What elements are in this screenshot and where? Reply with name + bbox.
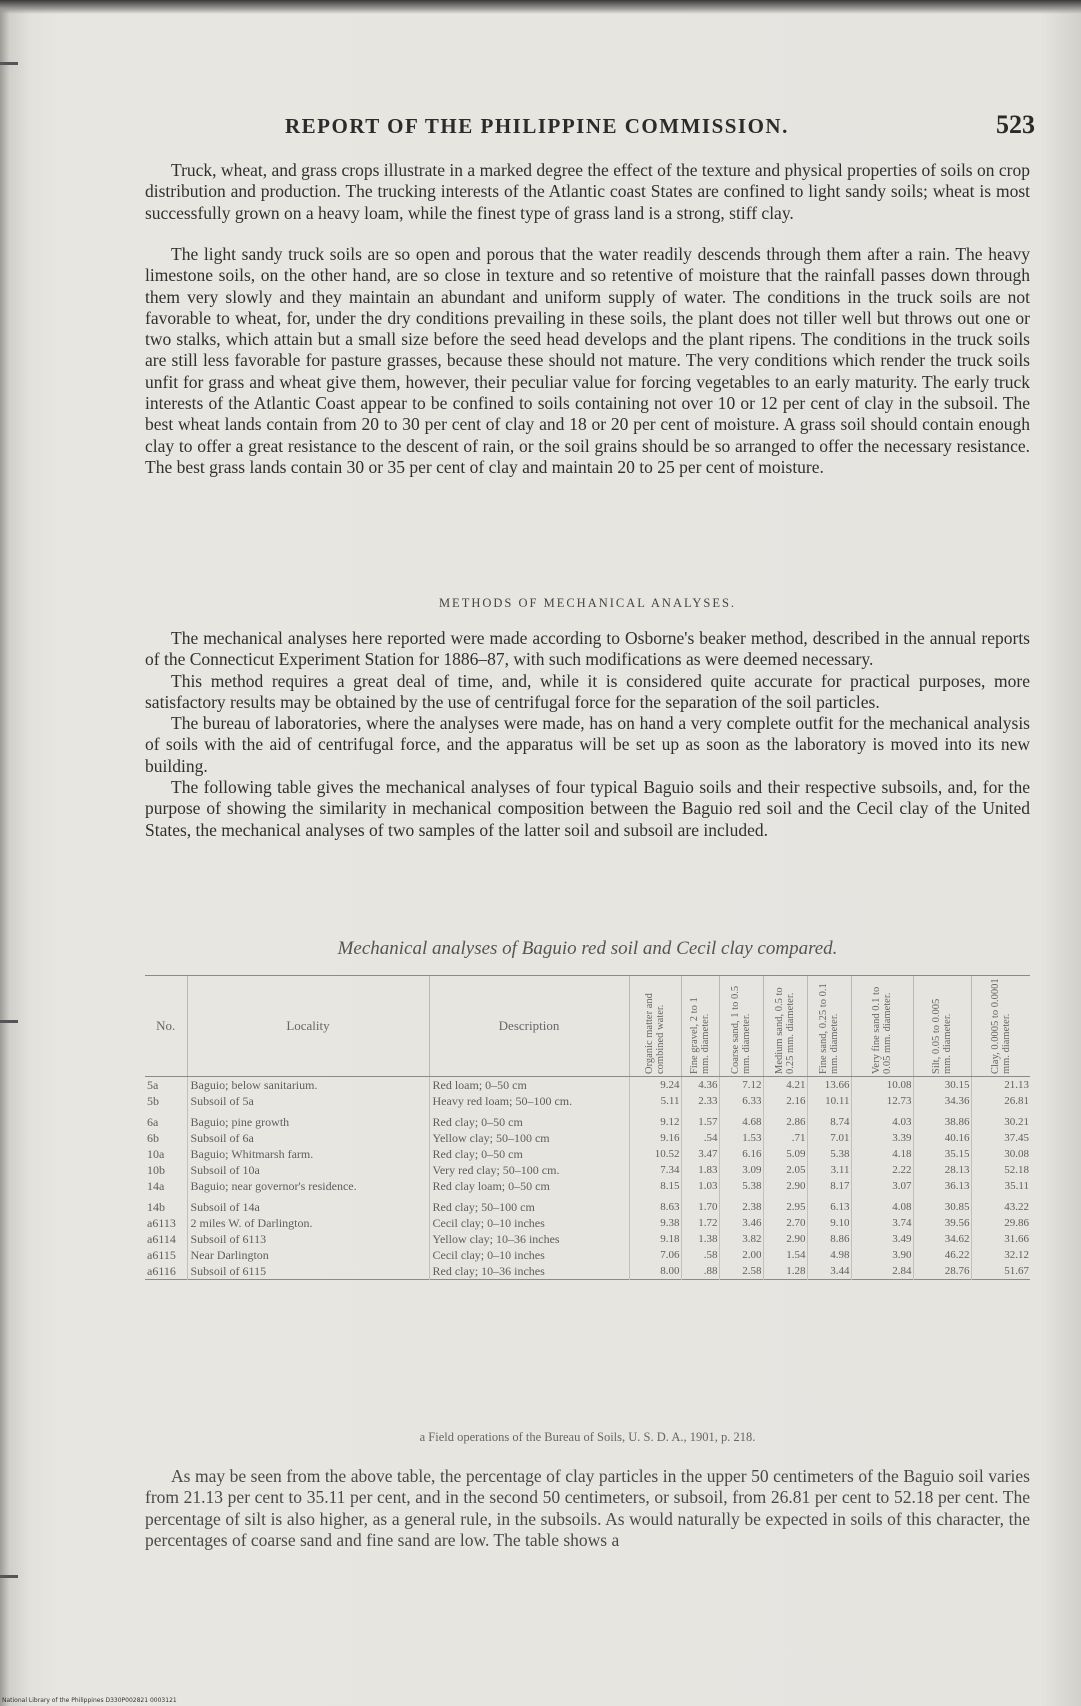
table-cell: Subsoil of 10a [187, 1162, 429, 1178]
paragraph: The bureau of laboratories, where the analyses were made, has on hand a very complete outfit for the mechanical analysis of soils with the aid of centrifugal force, and the apparatus will be set up as soon as the laboratory is moved into its new building. [145, 713, 1030, 776]
soil-paragraph [145, 244, 1030, 478]
binding-shadow [0, 0, 10, 1706]
table-cell: Baguio; below sanitarium. [187, 1077, 429, 1094]
table-cell: .58 [681, 1247, 719, 1263]
table-cell: 4.03 [851, 1109, 913, 1130]
table-cell: 3.90 [851, 1247, 913, 1263]
table-cell: 2.58 [719, 1263, 763, 1280]
table-cell: .54 [681, 1130, 719, 1146]
table-cell: 13.66 [807, 1077, 851, 1094]
table-row [145, 1178, 1030, 1194]
table-cell: 2 miles W. of Darlington. [187, 1215, 429, 1231]
table-cell: 8.74 [807, 1109, 851, 1130]
table-cell: 9.10 [807, 1215, 851, 1231]
table-cell: 4.98 [807, 1247, 851, 1263]
table-cell: 10.52 [629, 1146, 681, 1162]
table-cell: 4.08 [851, 1194, 913, 1215]
table-cell: 40.16 [913, 1130, 971, 1146]
table-cell: 8.86 [807, 1231, 851, 1247]
table-cell: 9.12 [629, 1109, 681, 1130]
table-cell: 3.46 [719, 1215, 763, 1231]
table-cell: 2.33 [681, 1093, 719, 1109]
table-cell: 6b [147, 1131, 159, 1145]
table-cell: 35.15 [913, 1146, 971, 1162]
table-row [145, 1215, 1030, 1231]
table-cell: Subsoil of 6115 [187, 1263, 429, 1280]
table-cell: 30.08 [971, 1146, 1030, 1162]
table-cell: 5.11 [629, 1093, 681, 1109]
table-cell: 2.84 [851, 1263, 913, 1280]
table-cell: 10a [147, 1147, 165, 1161]
col-header: Very fine sand 0.1 to 0.05 mm. diameter. [851, 976, 913, 1077]
table-cell: 14b [147, 1200, 165, 1214]
table-cell: 4.68 [719, 1109, 763, 1130]
col-header: Silt, 0.05 to 0.005 mm. diameter. [913, 976, 971, 1077]
table-cell: 3.74 [851, 1215, 913, 1231]
table-cell: Red clay; 10–36 inches [429, 1263, 629, 1280]
table-cell: 1.70 [681, 1194, 719, 1215]
table-header-row [145, 976, 1030, 1077]
table-row [145, 1263, 1030, 1280]
table-cell: 51.67 [971, 1263, 1030, 1280]
table-cell: 8.15 [629, 1178, 681, 1194]
table-cell: 43.22 [971, 1194, 1030, 1215]
table-cell: Baguio; Whitmarsh farm. [187, 1146, 429, 1162]
table-cell: 30.21 [971, 1109, 1030, 1130]
table-cell: .71 [763, 1130, 807, 1146]
running-head: REPORT OF THE PHILIPPINE COMMISSION. [285, 114, 789, 138]
table-cell: 2.00 [719, 1247, 763, 1263]
table-cell: 3.49 [851, 1231, 913, 1247]
table-row [145, 1231, 1030, 1247]
table-cell: 7.12 [719, 1077, 763, 1094]
table-cell: 30.15 [913, 1077, 971, 1094]
table-cell: 3.82 [719, 1231, 763, 1247]
table-row [145, 1194, 1030, 1215]
page-header [285, 108, 1045, 148]
col-header: No. [145, 976, 187, 1077]
col-header: Coarse sand, 1 to 0.5 mm. diameter. [719, 976, 763, 1077]
table-cell: a6114 [147, 1232, 176, 1246]
col-header: Clay, 0.0005 to 0.0001 mm. diameter. [971, 976, 1030, 1077]
table-body [145, 1077, 1030, 1280]
table-cell: Subsoil of 5a [187, 1093, 429, 1109]
table-cell: 31.66 [971, 1231, 1030, 1247]
table-cell: 5.38 [807, 1146, 851, 1162]
table-cell: 3.47 [681, 1146, 719, 1162]
table-cell: 4.36 [681, 1077, 719, 1094]
col-header: Organic matter and combined water. [629, 976, 681, 1077]
table-cell: 46.22 [913, 1247, 971, 1263]
table-cell: 14a [147, 1179, 165, 1193]
table-cell: 2.70 [763, 1215, 807, 1231]
table-cell: 1.57 [681, 1109, 719, 1130]
table-cell: Very red clay; 50–100 cm. [429, 1162, 629, 1178]
paragraph: As may be seen from the above table, the percentage of clay particles in the upper 50 centimeters of the Baguio soil varies from 21.13 per cent to 35.11 per cent, and in the second 50 centimeters, or subsoil, from 26.81 per cent to 52.18 per cent. The percentage of silt is also higher, as a general rule, in the subsoils. As would naturally be expected in soils of this character, the percentages of coarse sand and fine sand are low. The table shows a [145, 1466, 1030, 1550]
table-row [145, 1146, 1030, 1162]
archive-stamp: National Library of the Philippines D330P002821 0003121 [2, 1697, 177, 1704]
table-cell: a6116 [147, 1264, 176, 1278]
table-cell: 7.34 [629, 1162, 681, 1178]
table-cell: 1.03 [681, 1178, 719, 1194]
analysis-table [145, 975, 1030, 1280]
table-cell: 2.90 [763, 1178, 807, 1194]
table-cell: 10.11 [807, 1093, 851, 1109]
table-cell: 2.16 [763, 1093, 807, 1109]
table-cell: 5a [147, 1078, 159, 1092]
table-cell: Red loam; 0–50 cm [429, 1077, 629, 1094]
table-cell: a6113 [147, 1216, 176, 1230]
table-cell: 8.63 [629, 1194, 681, 1215]
table-cell: 8.00 [629, 1263, 681, 1280]
table-row [145, 1162, 1030, 1178]
table-cell: 1.53 [719, 1130, 763, 1146]
table-cell: 4.21 [763, 1077, 807, 1094]
analysis-table-wrap [145, 975, 1030, 1365]
table-cell: 10b [147, 1163, 165, 1177]
table-cell: 3.09 [719, 1162, 763, 1178]
table-cell: 29.86 [971, 1215, 1030, 1231]
table-cell: 7.06 [629, 1247, 681, 1263]
paragraph: Truck, wheat, and grass crops illustrate in a marked degree the effect of the texture and physical properties of soils on crop distribution and production. The trucking interests of the Atlantic coast States are confined to light sandy soils; wheat is most successfully grown on a heavy loam, while the finest type of grass land is a strong, stiff clay. [145, 160, 1030, 223]
margin-mark [0, 62, 18, 65]
table-cell: 8.17 [807, 1178, 851, 1194]
table-cell: Baguio; pine growth [187, 1109, 429, 1130]
table-cell: 30.85 [913, 1194, 971, 1215]
table-row [145, 1093, 1030, 1109]
table-cell: 32.12 [971, 1247, 1030, 1263]
table-cell: Baguio; near governor's residence. [187, 1178, 429, 1194]
table-cell: 2.38 [719, 1194, 763, 1215]
col-header: Fine gravel, 2 to 1 mm. diameter. [681, 976, 719, 1077]
table-cell: 5.38 [719, 1178, 763, 1194]
table-cell: Red clay loam; 0–50 cm [429, 1178, 629, 1194]
table-cell: Cecil clay; 0–10 inches [429, 1215, 629, 1231]
table-cell: Red clay; 0–50 cm [429, 1109, 629, 1130]
table-cell: Yellow clay; 50–100 cm [429, 1130, 629, 1146]
col-header: Fine sand, 0.25 to 0.1 mm. diameter. [807, 976, 851, 1077]
table-cell: 1.28 [763, 1263, 807, 1280]
table-cell: Near Darlington [187, 1247, 429, 1263]
table-cell: 3.07 [851, 1178, 913, 1194]
table-cell: 3.11 [807, 1162, 851, 1178]
section-heading: METHODS OF MECHANICAL ANALYSES. [438, 596, 737, 610]
table-cell: 7.01 [807, 1130, 851, 1146]
table-cell: 26.81 [971, 1093, 1030, 1109]
table-cell: 6a [147, 1115, 159, 1129]
table-cell: Yellow clay; 10–36 inches [429, 1231, 629, 1247]
table-cell: 1.38 [681, 1231, 719, 1247]
table-cell: 9.18 [629, 1231, 681, 1247]
paragraph: The following table gives the mechanical analyses of four typical Baguio soils and their respective subsoils, and, for the purpose of showing the similarity in mechanical composition between the Baguio red soil and the Cecil clay of the United States, the mechanical analyses of two samples of the latter soil and subsoil are included. [145, 777, 1030, 840]
closing-paragraph [145, 1466, 1030, 1551]
table-cell: 6.13 [807, 1194, 851, 1215]
table-cell: 38.86 [913, 1109, 971, 1130]
intro-paragraph [145, 160, 1030, 224]
table-cell: 9.16 [629, 1130, 681, 1146]
table-cell: 2.22 [851, 1162, 913, 1178]
table-cell: 35.11 [971, 1178, 1030, 1194]
table-cell: 34.62 [913, 1231, 971, 1247]
paragraph: The light sandy truck soils are so open and porous that the water readily descends through them after a rain. The heavy limestone soils, on the other hand, are so close in texture and so retentive of moisture that the rainfall passes down through them very slowly and they maintain an abundant and uniform supply of water. The conditions in the truck soils are not favorable to wheat, for, under the dry conditions prevailing in these soils, the plant does not tiller well but throws out one or two stalks, which attain but a small size before the seed head develops and the plant ripens. The conditions in the truck soils are still less favorable for pasture grasses, because these should not mature. The very conditions which render the truck soils unfit for grass and wheat give them, however, their peculiar value for forcing vegetables to an early maturity. The early truck interests of the Atlantic Coast appear to be confined to soils containing not over 10 or 12 per cent of clay in the subsoil. The best wheat lands contain from 20 to 30 per cent of clay and 18 or 20 per cent of moisture. A grass soil should contain enough clay to offer a great resistance to the descent of rain, or the soil grains should be so arranged to offer the necessary resistance. The best grass lands contain 30 or 35 per cent of clay and maintain 20 to 25 per cent of moisture. [145, 244, 1030, 477]
table-row [145, 1130, 1030, 1146]
page-number: 523 [996, 110, 1035, 139]
table-row [145, 1077, 1030, 1094]
table-cell: 28.13 [913, 1162, 971, 1178]
table-cell: .88 [681, 1263, 719, 1280]
methods-paragraphs [145, 628, 1030, 841]
table-cell: 1.72 [681, 1215, 719, 1231]
table-cell: 4.18 [851, 1146, 913, 1162]
paragraph: The mechanical analyses here reported were made according to Osborne's beaker method, described in the annual reports of the Connecticut Experiment Station for 1886–87, with such modifications as were deemed necessary. [145, 628, 1030, 670]
top-edge-shadow [0, 0, 1081, 14]
table-cell: 2.05 [763, 1162, 807, 1178]
table-cell: 21.13 [971, 1077, 1030, 1094]
table-cell: 9.24 [629, 1077, 681, 1094]
table-cell: 9.38 [629, 1215, 681, 1231]
table-cell: 36.13 [913, 1178, 971, 1194]
table-cell: 6.33 [719, 1093, 763, 1109]
table-cell: a6115 [147, 1248, 176, 1262]
table-cell: Subsoil of 14a [187, 1194, 429, 1215]
col-header: Locality [187, 976, 429, 1077]
table-cell: 39.56 [913, 1215, 971, 1231]
table-cell: 28.76 [913, 1263, 971, 1280]
margin-mark [0, 1575, 18, 1578]
table-cell: Red clay; 50–100 cm [429, 1194, 629, 1215]
table-row [145, 1109, 1030, 1130]
col-header: Medium sand, 0.5 to 0.25 mm. diameter. [763, 976, 807, 1077]
table-cell: Cecil clay; 0–10 inches [429, 1247, 629, 1263]
table-cell: 2.86 [763, 1109, 807, 1130]
table-cell: Heavy red loam; 50–100 cm. [429, 1093, 629, 1109]
table-title: Mechanical analyses of Baguio red soil and Cecil clay compared. [337, 938, 838, 959]
table-cell: 12.73 [851, 1093, 913, 1109]
paragraph: This method requires a great deal of time, and, while it is considered quite accurate for practical purposes, more satisfactory results may be obtained by the use of centrifugal force for the separation of the soil particles. [145, 670, 1030, 712]
table-footnote: a Field operations of the Bureau of Soils, U. S. D. A., 1901, p. 218. [419, 1430, 756, 1444]
col-header: Description [429, 976, 629, 1077]
table-cell: 5.09 [763, 1146, 807, 1162]
table-cell: 6.16 [719, 1146, 763, 1162]
margin-mark [0, 1020, 18, 1023]
table-cell: Red clay; 0–50 cm [429, 1146, 629, 1162]
table-cell: 34.36 [913, 1093, 971, 1109]
table-cell: 37.45 [971, 1130, 1030, 1146]
table-cell: 2.95 [763, 1194, 807, 1215]
table-cell: 10.08 [851, 1077, 913, 1094]
table-cell: 3.44 [807, 1263, 851, 1280]
table-cell: Subsoil of 6113 [187, 1231, 429, 1247]
table-cell: 2.90 [763, 1231, 807, 1247]
table-row [145, 1247, 1030, 1263]
table-cell: 1.83 [681, 1162, 719, 1178]
table-cell: 5b [147, 1094, 159, 1108]
table-cell: 1.54 [763, 1247, 807, 1263]
table-cell: 52.18 [971, 1162, 1030, 1178]
table-cell: 3.39 [851, 1130, 913, 1146]
table-cell: Subsoil of 6a [187, 1130, 429, 1146]
